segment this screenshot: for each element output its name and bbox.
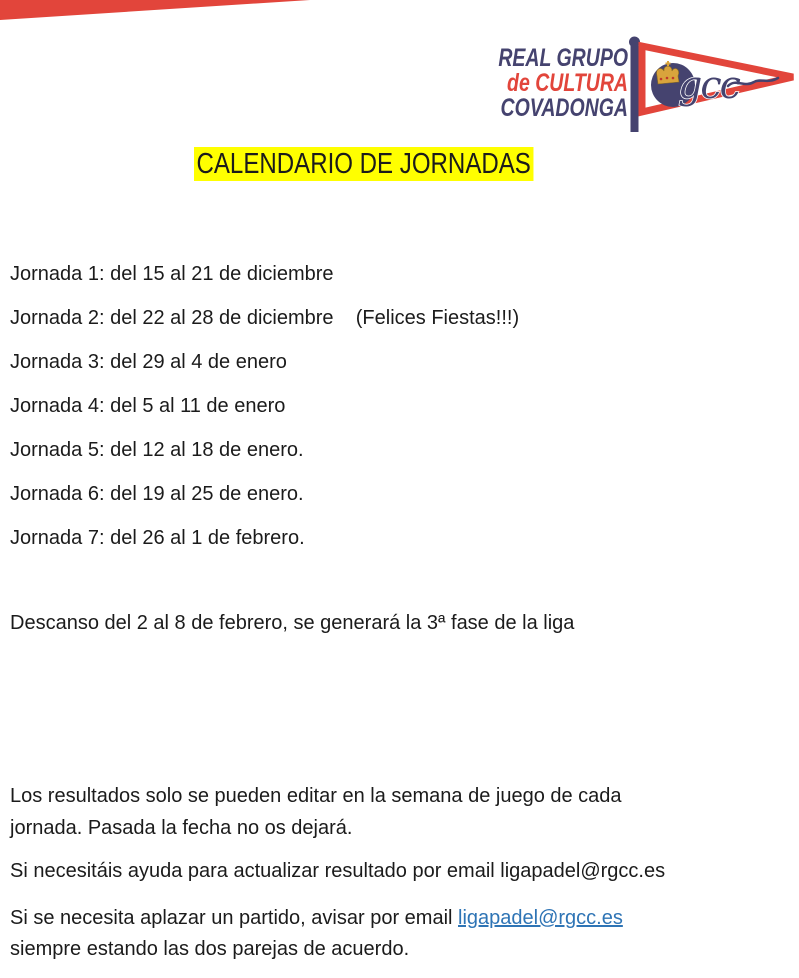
postpone-note xyxy=(10,903,710,965)
logo-line-3: COVADONGA xyxy=(500,94,628,122)
logo-line-1: REAL GRUPO xyxy=(498,44,628,72)
flagpole-knob xyxy=(629,37,640,48)
schedule-line-3: Jornada 3: del 29 al 4 de enero xyxy=(10,351,287,373)
rest-note: Descanso del 2 al 8 de febrero, se generará la 3ª fase de la liga xyxy=(10,612,575,634)
results-note-line-1: Los resultados solo se pueden editar en la semana de juego de cada xyxy=(10,785,622,807)
crown-icon xyxy=(657,66,679,84)
flagpole xyxy=(631,46,639,132)
club-logo-wordmark xyxy=(456,46,628,121)
title-highlight: CALENDARIO DE JORNADAS xyxy=(194,147,533,181)
help-note: Si necesitáis ayuda para actualizar resultado por email ligapadel@rgcc.es xyxy=(10,860,666,882)
schedule-line-7: Jornada 7: del 26 al 1 de febrero. xyxy=(10,527,305,549)
logo-line-2: de CULTURA xyxy=(507,69,628,97)
schedule-line-4: Jornada 4: del 5 al 11 de enero xyxy=(10,395,286,417)
schedule-list xyxy=(10,252,519,560)
email-link[interactable]: ligapadel@rgcc.es xyxy=(458,907,623,929)
results-note xyxy=(10,780,710,844)
schedule-line-6: Jornada 6: del 19 al 25 de enero. xyxy=(10,483,304,505)
postpone-note-line-2: siempre estando las dos parejas de acuerdo. xyxy=(10,938,410,960)
schedule-line-2: Jornada 2: del 22 al 28 de diciembre (Felices Fiestas!!!) xyxy=(10,307,520,329)
schedule-line-1: Jornada 1: del 15 al 21 de diciembre xyxy=(10,263,334,285)
page-title xyxy=(194,146,533,183)
club-pennant-icon xyxy=(628,30,799,140)
postpone-note-prefix: Si se necesita aplazar un partido, avisar por email xyxy=(10,907,459,929)
results-note-line-2: jornada. Pasada la fecha no os dejará. xyxy=(10,817,353,839)
schedule-line-5: Jornada 5: del 12 al 18 de enero. xyxy=(10,439,304,461)
corner-ribbon xyxy=(0,0,310,20)
monogram-gcc: gcc xyxy=(678,63,739,107)
